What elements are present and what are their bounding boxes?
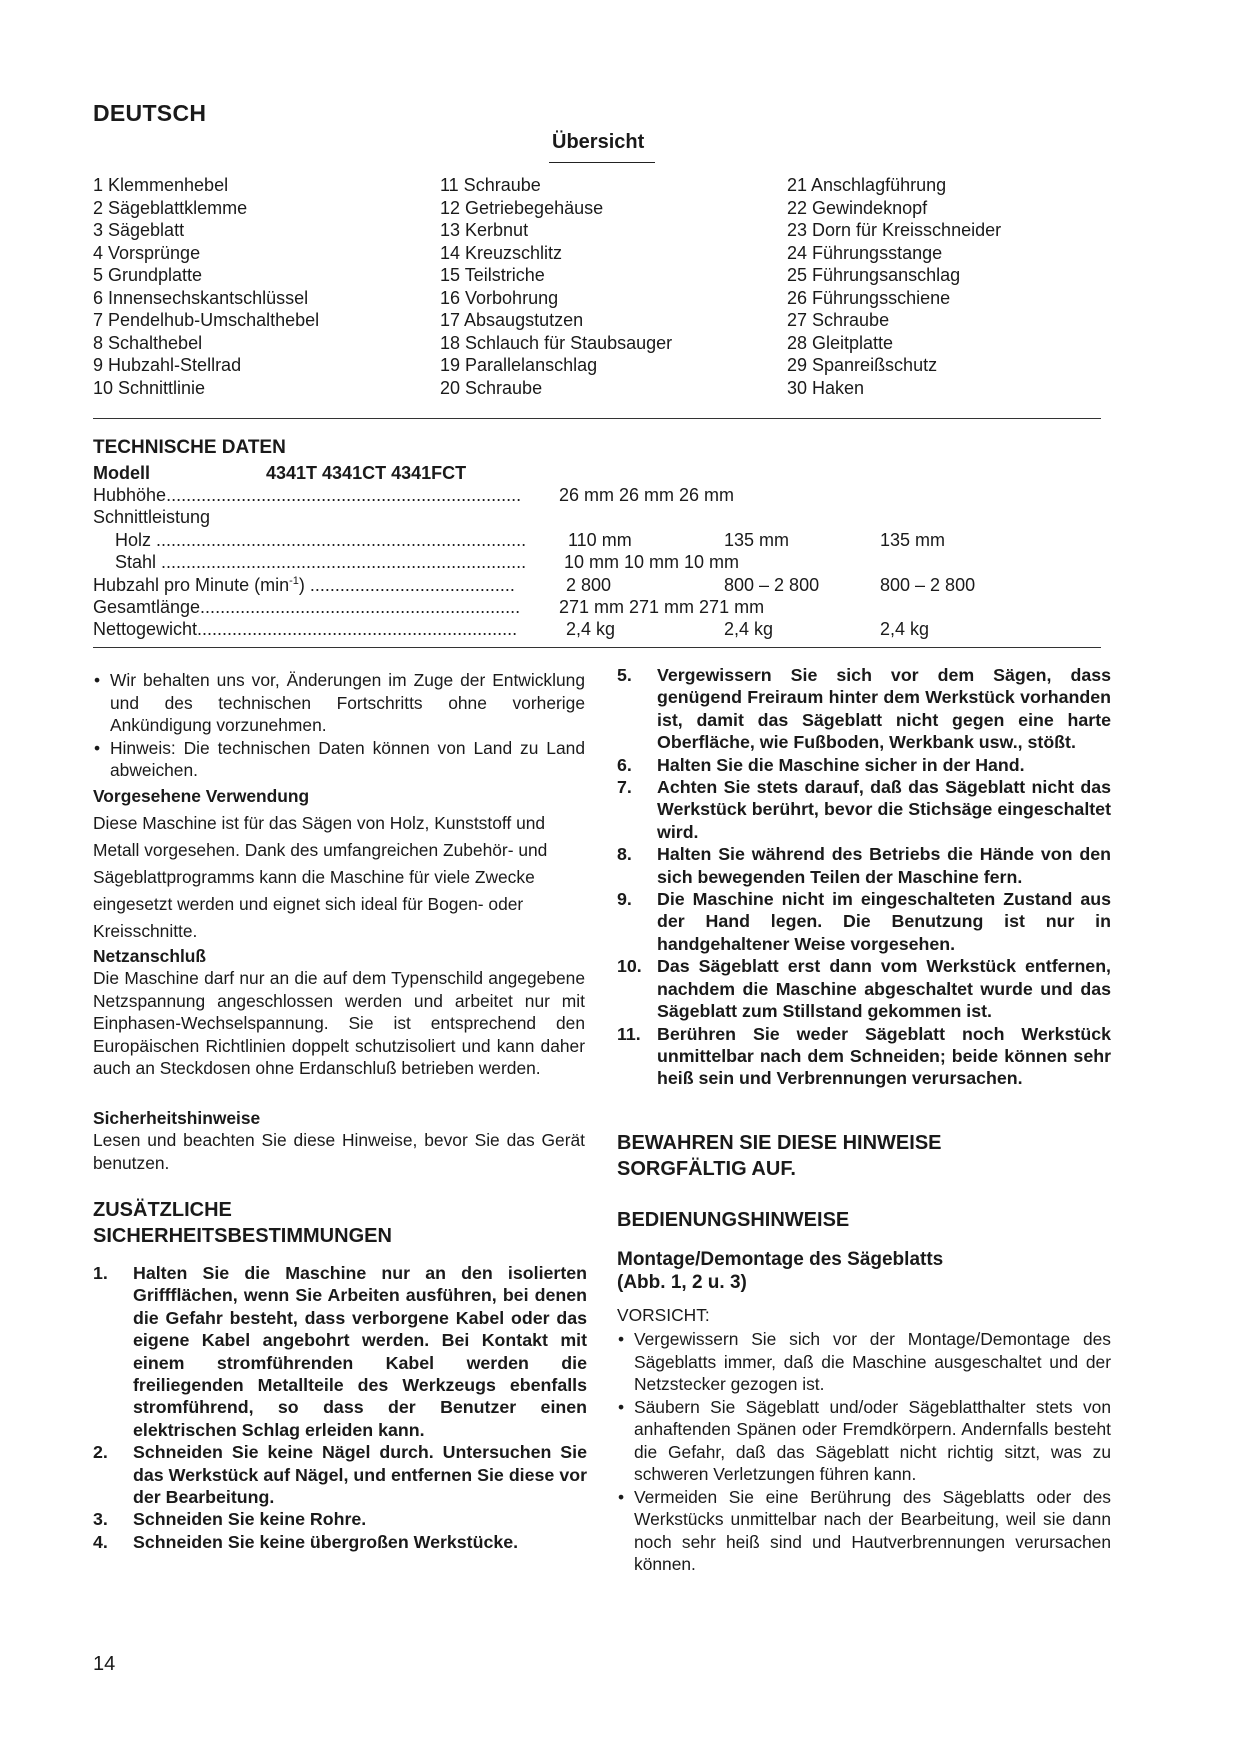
list-item: • Wir behalten uns vor, Änderungen im Zuge der Entwicklung und des technischen Fortschritts ohne vorherige Ankündigung vorzunehmen. <box>93 669 585 737</box>
model-values: 4341T 4341CT 4341FCT <box>266 463 467 483</box>
part-item: 30 Haken <box>787 377 865 398</box>
parts-column-1 <box>93 174 319 399</box>
part-item: 8 Schalthebel <box>93 332 203 353</box>
stroke-length-values: 26 mm 26 mm 26 mm <box>559 485 735 505</box>
part-item: 21 Anschlagführung <box>787 175 947 195</box>
model-label: Modell <box>93 463 150 483</box>
safety-rules-right <box>617 664 1111 1090</box>
parts-column-2 <box>440 174 672 399</box>
part-item: 2 Sägeblattklemme <box>93 197 248 218</box>
part-item: 4 Vorsprünge <box>93 242 201 263</box>
list-item: 2. Schneiden Sie keine Nägel durch. Untersuchen Sie das Werkstück auf Nägel, und entfernen Sie diese vor der Bearbeitung. <box>93 1442 587 1508</box>
parts-column-3 <box>787 174 1001 399</box>
section-divider <box>93 647 1101 648</box>
part-item: 14 Kreuzschlitz <box>440 242 563 263</box>
part-item: 11 Schraube <box>440 175 541 195</box>
wood-value-1: 110 mm <box>568 530 632 550</box>
part-item: 28 Gleitplatte <box>787 332 894 353</box>
intended-use-text: Diese Maschine ist für das Sägen von Holz, Kunststoff und Metall vorgesehen. Dank des umfangreichen Zubehör- und Sägeblattprogramms kann die Maschine für viele Zwecke eingesetzt werden und eignet sich ideal für Bogen- oder Kreisschnitte. <box>93 813 548 941</box>
tech-data-title: TECHNISCHE DATEN <box>93 437 286 458</box>
caution-list <box>617 1328 1111 1576</box>
part-item: 5 Grundplatte <box>93 265 203 285</box>
part-item: 15 Teilstriche <box>440 265 545 285</box>
keep-instructions-title: BEWAHREN SIE DIESE HINWEISE SORGFÄLTIG AUF. <box>617 1132 942 1180</box>
part-item: 23 Dorn für Kreisschneider <box>787 220 1002 240</box>
list-item: 11. Berühren Sie weder Sägeblatt noch Werkstück unmittelbar nach dem Schneiden; beide können sehr heiß sein und Verbrennungen verursachen. <box>617 1023 1111 1089</box>
part-item: 10 Schnittlinie <box>93 377 206 398</box>
spec-notes <box>93 669 585 782</box>
power-supply-text: Die Maschine darf nur an die auf dem Typenschild angegebene Netzspannung angeschlossen werden und arbeitet nur mit Einphasen-Wechselspannung. Sie ist entsprechend den Europäischen Richtlinien doppelt schutzisoliert und kann daher auch an Steckdosen ohne Erdanschluß betrieben werden. <box>93 968 585 1078</box>
net-weight-value-3: 2,4 kg <box>880 619 930 639</box>
overall-length-label: Gesamtlänge................................................................ <box>93 597 521 617</box>
list-item: 8. Halten Sie während des Betriebs die Hände von den sich bewegenden Teilen der Maschine fern. <box>617 844 1111 887</box>
steel-label: Stahl ......................................................................... <box>115 552 527 572</box>
net-weight-value-1: 2,4 kg <box>566 619 616 639</box>
page-number: 14 <box>93 1653 116 1675</box>
blade-mounting-title: Montage/Demontage des Sägeblatts (Abb. 1, 2 u. 3) <box>617 1249 944 1293</box>
list-item: 3. Schneiden Sie keine Rohre. <box>93 1509 367 1530</box>
part-item: 13 Kerbnut <box>440 220 529 240</box>
part-item: 9 Hubzahl-Stellrad <box>93 355 242 375</box>
power-supply-heading: Netzanschluß <box>93 946 207 966</box>
list-item: 6. Halten Sie die Maschine sicher in der Hand. <box>617 754 1025 775</box>
part-item: 1 Klemmenhebel <box>93 175 229 195</box>
list-item: • Vergewissern Sie sich vor der Montage/Demontage des Sägeblatts immer, daß die Maschine ausgeschaltet und der Netzstecker gezogen ist. <box>617 1328 1111 1396</box>
overall-length-values: 271 mm 271 mm 271 mm <box>559 597 765 617</box>
part-item: 25 Führungsanschlag <box>787 265 961 285</box>
list-item: 7. Achten Sie stets darauf, daß das Sägeblatt nicht das Werkstück berührt, bevor die Stichsäge eingeschaltet wird. <box>617 777 1111 842</box>
part-item: 19 Parallelanschlag <box>440 355 598 375</box>
part-item: 17 Absaugstutzen <box>440 310 584 330</box>
list-item: 5. Vergewissern Sie sich vor dem Sägen, dass genügend Freiraum hinter dem Werkstück vorhanden ist, damit das Sägeblatt nicht gegen eine harte Oberfläche, wie Fußboden, Werkbank usw., stößt. <box>617 665 1111 753</box>
part-item: 29 Spanreißschutz <box>787 355 938 375</box>
wood-value-3: 135 mm <box>880 530 946 550</box>
list-item: • Vermeiden Sie eine Berührung des Sägeblatts oder des Werkstücks unmittelbar nach der Bearbeitung, weil sie dann noch sehr heiß sind und Hautverbrennungen verursachen können. <box>617 1486 1111 1576</box>
part-item: 16 Vorbohrung <box>440 287 559 308</box>
strokes-value-3: 800 – 2 800 <box>880 575 976 595</box>
additional-safety-title: ZUSÄTZLICHE SICHERHEITSBESTIMMUNGEN <box>93 1199 392 1247</box>
overview-title: Übersicht <box>552 131 645 153</box>
wood-label: Holz .......................................................................... <box>115 530 527 550</box>
part-item: 26 Führungsschiene <box>787 287 951 308</box>
operation-title: BEDIENUNGSHINWEISE <box>617 1209 850 1231</box>
strokes-per-minute-label: Hubzahl pro Minute $(\min^{-1})$ ......................................... <box>93 575 515 595</box>
list-item: • Säubern Sie Sägeblatt und/oder Sägeblatthalter stets von anhaftenden Spänen oder Fremdkörpern. Andernfalls besteht die Gefahr, daß das Sägeblatt nicht richtig sitzt, was zu schweren Verletzungen führen kann. <box>617 1396 1111 1486</box>
net-weight-label: Nettogewicht................................................................ <box>93 619 518 639</box>
list-item: 10. Das Sägeblatt erst dann vom Werkstück entfernen, nachdem die Maschine abgeschaltet wurde und das Sägeblatt zum Stillstand gekommen ist. <box>617 956 1111 1022</box>
caution-label: VORSICHT: <box>617 1305 710 1325</box>
intended-use-heading: Vorgesehene Verwendung <box>93 786 310 806</box>
part-item: 7 Pendelhub-Umschalthebel <box>93 310 320 330</box>
safety-rules-left <box>93 1262 587 1553</box>
part-item: 6 Innensechskantschlüssel <box>93 287 309 308</box>
part-item: 24 Führungsstange <box>787 242 943 263</box>
list-item: 1. Halten Sie die Maschine nur an den isolierten Griffflächen, wenn Sie Arbeiten ausführen, bei denen die Gefahr besteht, dass verborgene Kabel oder das eigene Kabel angebohrt werden. Bei Kontakt mit einem stromführenden Kabel werden die freiliegenden Metallteile des Werkzeugs ebenfalls stromführend, so dass der Benutzer einen elektrischen Schlag erleiden kann. <box>93 1263 587 1440</box>
safety-heading: Sicherheitshinweise <box>93 1108 261 1128</box>
list-item: 4. Schneiden Sie keine übergroßen Werkstücke. <box>93 1531 519 1552</box>
stroke-length-label: Hubhöhe....................................................................... <box>93 485 522 505</box>
part-item: 3 Sägeblatt <box>93 220 185 240</box>
language-heading: DEUTSCH <box>93 100 207 126</box>
strokes-value-1: 2 800 <box>566 575 612 595</box>
part-item: 18 Schlauch für Staubsauger <box>440 332 673 353</box>
part-item: 22 Gewindeknopf <box>787 197 928 218</box>
part-item: 20 Schraube <box>440 377 543 398</box>
part-item: 12 Getriebegehäuse <box>440 197 604 218</box>
net-weight-value-2: 2,4 kg <box>724 619 774 639</box>
overview-underline <box>549 162 655 163</box>
list-item: 9. Die Maschine nicht im eingeschalteten Zustand aus der Hand legen. Die Benutzung ist nur in handgehaltener Weise vorgesehen. <box>617 889 1111 954</box>
cutting-capacity-label: Schnittleistung <box>93 507 211 527</box>
strokes-value-2: 800 – 2 800 <box>724 575 820 595</box>
steel-values: 10 mm 10 mm 10 mm <box>564 552 740 572</box>
section-divider <box>93 418 1101 419</box>
safety-text: Lesen und beachten Sie diese Hinweise, bevor Sie das Gerät benutzen. <box>93 1130 585 1173</box>
part-item: 27 Schraube <box>787 310 890 330</box>
list-item: • Hinweis: Die technischen Daten können von Land zu Land abweichen. <box>93 737 585 782</box>
wood-value-2: 135 mm <box>724 530 790 550</box>
